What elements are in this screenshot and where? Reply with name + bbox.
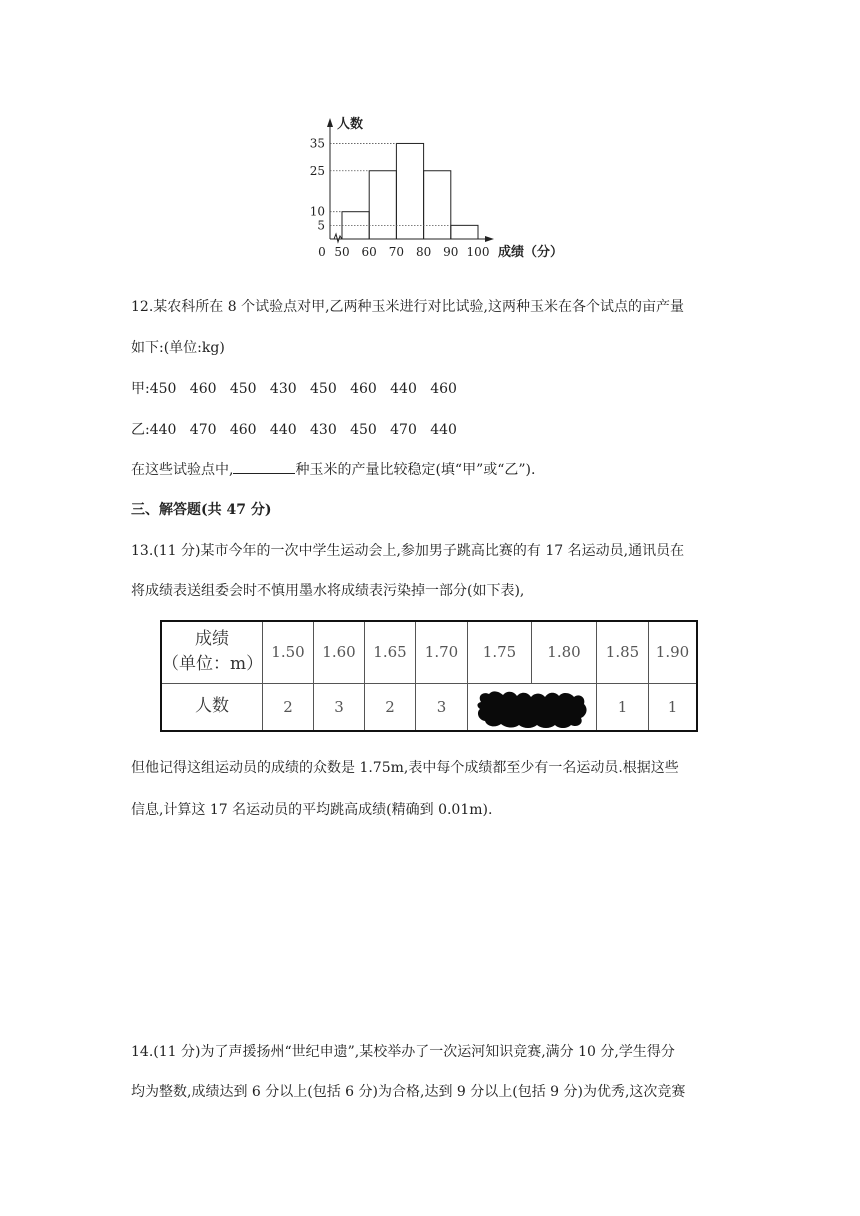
ink-blot <box>473 688 591 730</box>
q13-line3: 但他记得这组运动员的成绩的众数是 1.75m,表中每个成绩都至少有一名运动员.根据这些 <box>131 760 679 776</box>
x-tick-label: 100 <box>466 245 490 259</box>
score-cell: 1.85 <box>597 621 649 683</box>
x-tick-label: 60 <box>361 245 377 259</box>
score-row-header <box>161 621 263 683</box>
x-tick-label: 70 <box>388 245 405 259</box>
q14-line1: 14.(11 分)为了声援扬州“世纪申遗”,某校举办了一次运河知识竞赛,满分 10 分,学生得分 <box>131 1044 675 1060</box>
count-cell: 3 <box>416 683 468 731</box>
count-cell: 3 <box>314 683 365 731</box>
q12-question <box>131 459 535 479</box>
histogram-axes <box>327 118 494 242</box>
histogram-bar <box>369 171 396 239</box>
q12-question-pre: 在这些试验点中, <box>131 462 234 478</box>
score-cell: 1.75 <box>468 621 532 683</box>
count-cell: 2 <box>365 683 416 731</box>
y-tick-label: 35 <box>309 136 325 151</box>
q12-question-post: 种玉米的产量比较稳定(填“甲”或“乙”). <box>295 462 536 478</box>
jia-label: 甲: <box>131 381 150 397</box>
score-cell: 1.80 <box>532 621 597 683</box>
q12-line2: 如下:(单位:kg) <box>131 340 225 356</box>
score-header-b: （单位：m） <box>162 654 264 675</box>
score-cell: 1.50 <box>263 621 314 683</box>
histogram-bar <box>424 171 451 239</box>
histogram-bar <box>451 225 478 239</box>
ink-stained-cell <box>468 683 597 731</box>
histogram-bars <box>342 143 478 239</box>
score-row <box>161 621 697 683</box>
jia-values: 450 460 450 430 450 460 440 460 <box>149 381 457 397</box>
y-axis-label: 人数 <box>337 117 364 132</box>
x-axis-label: 成绩（分） <box>498 245 564 260</box>
score-header-a: 成绩 <box>195 629 229 650</box>
q13-line1: 13.(11 分)某市今年的一次中学生运动会上,参加男子跳高比赛的有 17 名运动员,通讯员在 <box>131 543 685 559</box>
y-tick-label: 25 <box>309 163 325 178</box>
count-cell: 1 <box>597 683 649 731</box>
x-tick-label: 0 <box>318 245 326 259</box>
x-tick-label: 90 <box>443 245 459 259</box>
x-tick-label: 50 <box>334 245 350 259</box>
y-axis-arrow <box>327 118 333 127</box>
score-cell: 1.65 <box>365 621 416 683</box>
yi-values: 440 470 460 440 430 450 470 440 <box>149 422 457 438</box>
q14-line2: 均为整数,成绩达到 6 分以上(包括 6 分)为合格,达到 9 分以上(包括 9 分)为优秀,这次竞赛 <box>131 1084 686 1100</box>
count-row-header: 人数 <box>161 683 263 731</box>
score-cell: 1.90 <box>649 621 698 683</box>
yi-label: 乙: <box>131 422 150 438</box>
x-tick-label: 80 <box>415 245 432 259</box>
histogram-bar <box>396 143 423 239</box>
score-cell: 1.70 <box>416 621 468 683</box>
count-cell: 2 <box>263 683 314 731</box>
count-row <box>161 683 697 731</box>
histogram-guides <box>330 143 451 225</box>
score-cell: 1.60 <box>314 621 365 683</box>
count-cell: 1 <box>649 683 698 731</box>
section3-title: 三、解答题(共 47 分) <box>131 502 272 518</box>
q12-jia-row <box>131 378 457 398</box>
score-table <box>160 620 698 732</box>
q13-line4: 信息,计算这 17 名运动员的平均跳高成绩(精确到 0.01m). <box>131 802 493 818</box>
answer-blank <box>233 460 295 474</box>
histogram-labels <box>310 116 563 260</box>
axis-break-mark <box>334 234 342 242</box>
score-histogram <box>300 110 590 280</box>
y-tick-label: 10 <box>309 204 325 219</box>
q12-yi-row <box>131 419 457 439</box>
q13-line2: 将成绩表送组委会时不慎用墨水将成绩表污染掉一部分(如下表), <box>131 583 525 599</box>
y-tick-label: 5 <box>317 218 325 233</box>
x-axis-arrow <box>485 236 494 242</box>
q12-line1: 12.某农科所在 8 个试验点对甲,乙两种玉米进行对比试验,这两种玉米在各个试点的亩产量 <box>131 299 684 315</box>
